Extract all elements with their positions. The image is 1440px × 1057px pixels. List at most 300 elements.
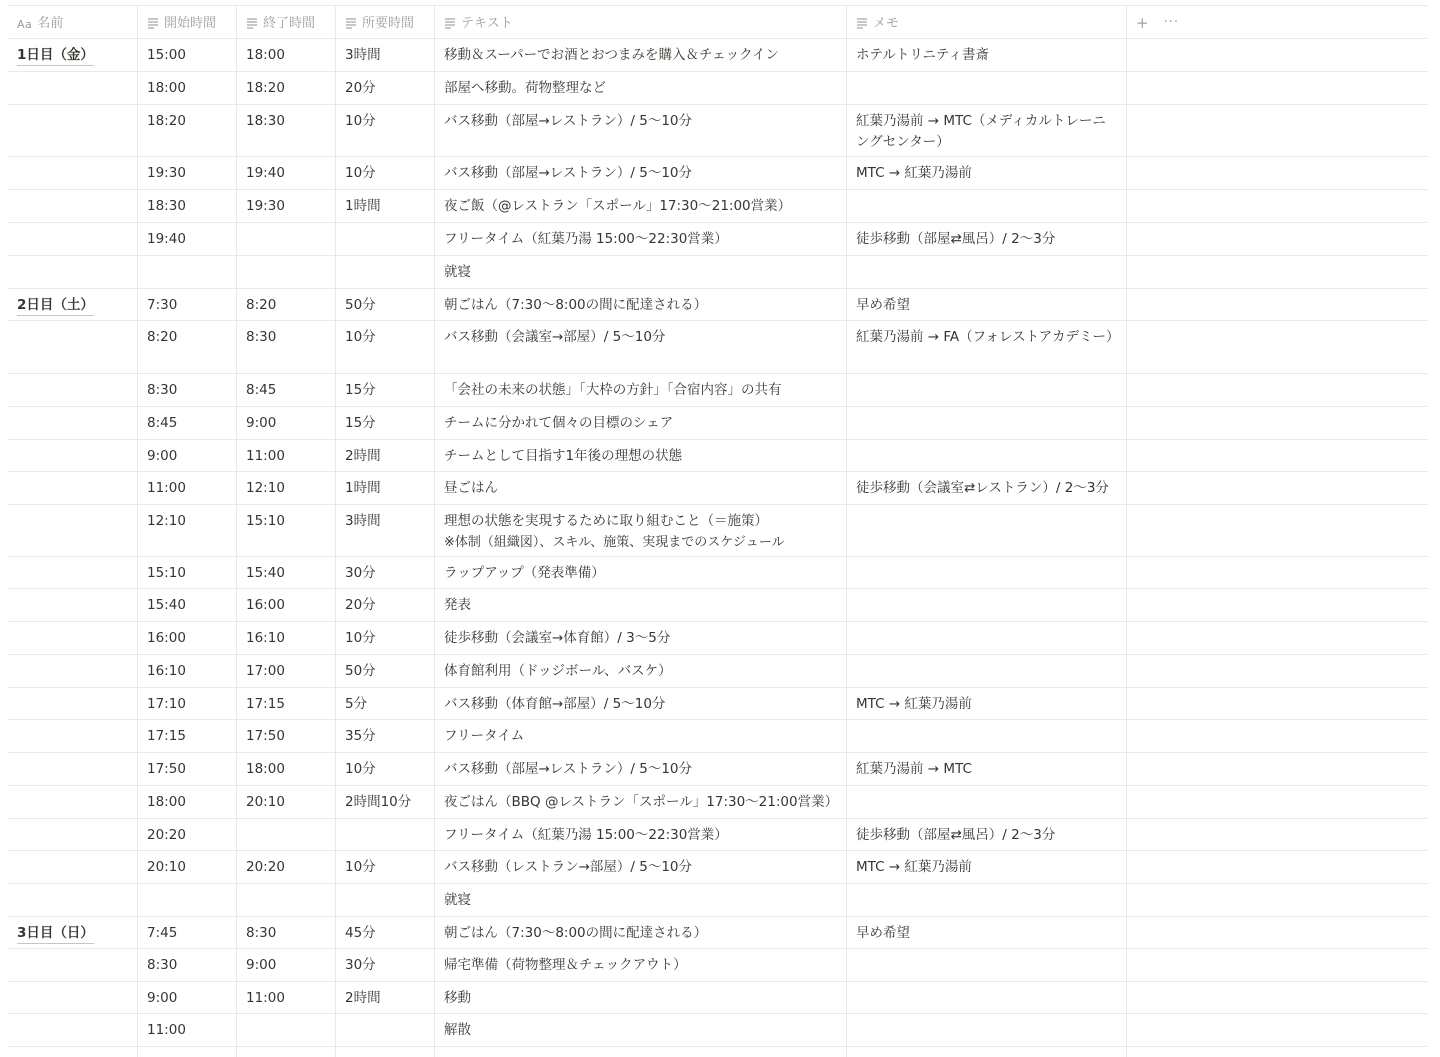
- cell-duration-value: 2時間: [345, 990, 381, 1006]
- cell-start[interactable]: [138, 223, 237, 255]
- cell-empty: [435, 1047, 847, 1057]
- table-row[interactable]: [8, 505, 1428, 557]
- table-row[interactable]: [8, 289, 1428, 321]
- table-row[interactable]: [8, 819, 1428, 851]
- cell-text-value: 徒歩移動（会議室→体育館）/ 3〜5分: [444, 630, 671, 646]
- table-row[interactable]: [8, 1014, 1428, 1047]
- cell-text[interactable]: [435, 157, 847, 189]
- cell-end-value: 18:00: [246, 47, 285, 63]
- cell-end-value: 11:00: [246, 990, 285, 1006]
- cell-duration[interactable]: [336, 289, 435, 320]
- cell-duration[interactable]: [336, 1014, 435, 1046]
- cell-name[interactable]: [8, 39, 138, 71]
- table-row[interactable]: [8, 917, 1428, 949]
- cell-empty: [1127, 557, 1428, 588]
- cell-text[interactable]: [435, 407, 847, 439]
- cell-duration[interactable]: [336, 982, 435, 1013]
- cell-text[interactable]: [435, 753, 847, 785]
- cell-end-value: 15:40: [246, 565, 285, 581]
- column-header-duration[interactable]: [336, 6, 435, 38]
- table-row[interactable]: [8, 440, 1428, 472]
- cell-text[interactable]: [435, 557, 847, 588]
- cell-name[interactable]: [8, 851, 138, 883]
- cell-name[interactable]: [8, 157, 138, 189]
- cell-empty: [1127, 819, 1428, 850]
- cell-name[interactable]: [8, 374, 138, 406]
- cell-start[interactable]: [138, 753, 237, 785]
- cell-empty: [1127, 440, 1428, 471]
- cell-text-value: 理想の状態を実現するために取り組むこと（＝施策）: [444, 513, 768, 529]
- cell-duration-value: 50分: [345, 663, 376, 679]
- cell-start-value: 9:00: [147, 448, 178, 464]
- cell-name[interactable]: [8, 190, 138, 222]
- add-property-icon[interactable]: +: [1136, 14, 1149, 32]
- cell-empty: [1127, 851, 1428, 883]
- cell-memo[interactable]: [847, 321, 1127, 373]
- cell-empty: [1127, 982, 1428, 1013]
- cell-end[interactable]: [237, 753, 336, 785]
- cell-empty: [1127, 753, 1428, 785]
- cell-end-value: 18:20: [246, 80, 285, 96]
- cell-text-value: 「会社の未来の状態」「大枠の方針」「合宿内容」の共有: [444, 382, 782, 398]
- cell-text[interactable]: [435, 440, 847, 471]
- cell-end-value: 20:20: [246, 859, 285, 875]
- cell-memo[interactable]: [847, 589, 1127, 621]
- cell-text-value: 就寝: [444, 892, 471, 908]
- cell-duration[interactable]: [336, 472, 435, 504]
- cell-start[interactable]: [138, 851, 237, 883]
- cell-end[interactable]: [237, 655, 336, 687]
- cell-text-value: 朝ごはん（7:30〜8:00の間に配達される）: [444, 925, 708, 941]
- cell-start-value: 19:30: [147, 165, 186, 181]
- table-row[interactable]: [8, 407, 1428, 440]
- cell-end[interactable]: [237, 622, 336, 654]
- table-row[interactable]: [8, 157, 1428, 190]
- cell-start[interactable]: [138, 917, 237, 948]
- cell-name[interactable]: [8, 256, 138, 288]
- cell-duration[interactable]: [336, 505, 435, 556]
- cell-end[interactable]: [237, 589, 336, 621]
- cell-name[interactable]: [8, 289, 138, 320]
- cell-start[interactable]: [138, 655, 237, 687]
- table-row[interactable]: [8, 720, 1428, 753]
- cell-text[interactable]: [435, 884, 847, 916]
- cell-duration-value: 30分: [345, 565, 376, 581]
- cell-start[interactable]: [138, 949, 237, 981]
- cell-start[interactable]: [138, 374, 237, 406]
- table-row[interactable]: [8, 688, 1428, 720]
- cell-text[interactable]: [435, 374, 847, 406]
- cell-start[interactable]: [138, 622, 237, 654]
- cell-text-value: 体育館利用（ドッジボール、バスケ）: [444, 663, 672, 679]
- cell-duration[interactable]: [336, 374, 435, 406]
- cell-name[interactable]: [8, 505, 138, 556]
- cell-end[interactable]: [237, 982, 336, 1013]
- cell-start-value: 17:15: [147, 728, 186, 744]
- cell-text[interactable]: [435, 39, 847, 71]
- cell-duration[interactable]: [336, 917, 435, 948]
- cell-text[interactable]: [435, 982, 847, 1013]
- cell-text[interactable]: [435, 223, 847, 255]
- cell-memo[interactable]: [847, 289, 1127, 320]
- cell-text[interactable]: [435, 819, 847, 850]
- cell-end[interactable]: [237, 720, 336, 752]
- table-row[interactable]: [8, 851, 1428, 884]
- cell-memo[interactable]: [847, 949, 1127, 981]
- cell-start[interactable]: [138, 407, 237, 439]
- cell-start[interactable]: [138, 557, 237, 588]
- cell-duration[interactable]: [336, 688, 435, 719]
- cell-name[interactable]: [8, 72, 138, 104]
- cell-empty: [336, 1047, 435, 1057]
- table-row[interactable]: [8, 321, 1428, 374]
- cell-empty: [1127, 190, 1428, 222]
- cell-memo-value: 徒歩移動（会議室⇄レストラン）/ 2〜3分: [856, 480, 1109, 496]
- cell-memo[interactable]: [847, 786, 1127, 818]
- cell-end-value: 17:50: [246, 728, 285, 744]
- cell-end[interactable]: [237, 39, 336, 71]
- cell-start-value: 17:50: [147, 761, 186, 777]
- cell-text[interactable]: [435, 472, 847, 504]
- cell-start[interactable]: [138, 72, 237, 104]
- cell-text[interactable]: [435, 589, 847, 621]
- cell-name[interactable]: [8, 753, 138, 785]
- cell-text[interactable]: [435, 786, 847, 818]
- cell-text-value: チームとして目指す1年後の理想の状態: [444, 448, 683, 464]
- cell-memo-value: 紅葉乃湯前 → MTC: [856, 761, 972, 777]
- cell-empty: [1127, 720, 1428, 752]
- cell-memo[interactable]: [847, 688, 1127, 719]
- cell-start[interactable]: [138, 1014, 237, 1046]
- cell-text-value: 移動＆スーパーでお酒とおつまみを購入＆チェックイン: [444, 47, 779, 63]
- cell-start[interactable]: [138, 505, 237, 556]
- cell-memo[interactable]: [847, 157, 1127, 189]
- cell-memo-value: 早め希望: [856, 297, 910, 313]
- cell-name[interactable]: [8, 105, 138, 156]
- cell-name[interactable]: [8, 786, 138, 818]
- title-property-icon: Aa: [17, 18, 33, 31]
- cell-end-value: 18:00: [246, 761, 285, 777]
- cell-duration[interactable]: [336, 557, 435, 588]
- cell-name[interactable]: [8, 321, 138, 373]
- cell-end[interactable]: [237, 440, 336, 471]
- cell-duration-value: 1時間: [345, 198, 381, 214]
- column-header-end[interactable]: [237, 6, 336, 38]
- cell-duration[interactable]: [336, 407, 435, 439]
- cell-end[interactable]: [237, 256, 336, 288]
- cell-start[interactable]: [138, 720, 237, 752]
- cell-name[interactable]: [8, 1014, 138, 1046]
- cell-duration[interactable]: [336, 655, 435, 687]
- cell-duration[interactable]: [336, 223, 435, 255]
- row-title[interactable]: 1日目（金）: [17, 47, 94, 66]
- cell-memo[interactable]: [847, 256, 1127, 288]
- text-property-icon: [345, 16, 357, 30]
- cell-text[interactable]: [435, 851, 847, 883]
- cell-duration-value: 10分: [345, 329, 376, 345]
- cell-duration[interactable]: [336, 949, 435, 981]
- cell-name[interactable]: [8, 917, 138, 948]
- cell-end[interactable]: [237, 949, 336, 981]
- table-row[interactable]: [8, 753, 1428, 786]
- cell-name[interactable]: [8, 557, 138, 588]
- cell-end-value: 17:00: [246, 663, 285, 679]
- cell-name[interactable]: [8, 688, 138, 719]
- cell-name[interactable]: [8, 440, 138, 471]
- cell-start-value: 8:30: [147, 957, 178, 973]
- cell-memo[interactable]: [847, 374, 1127, 406]
- cell-text-value: バス移動（レストラン→部屋）/ 5〜10分: [444, 859, 693, 875]
- cell-text[interactable]: [435, 190, 847, 222]
- cell-duration[interactable]: [336, 256, 435, 288]
- cell-start[interactable]: [138, 440, 237, 471]
- cell-start[interactable]: [138, 190, 237, 222]
- cell-name[interactable]: [8, 819, 138, 850]
- cell-text[interactable]: [435, 105, 847, 156]
- cell-memo-value: 紅葉乃湯前 → FA（フォレストアカデミー）: [856, 329, 1120, 345]
- cell-memo[interactable]: [847, 190, 1127, 222]
- cell-text[interactable]: [435, 622, 847, 654]
- cell-text[interactable]: [435, 72, 847, 104]
- cell-start[interactable]: [138, 819, 237, 850]
- table-row[interactable]: [8, 105, 1428, 157]
- cell-duration[interactable]: [336, 884, 435, 916]
- cell-text-value: バス移動（会議室→部屋）/ 5〜10分: [444, 329, 666, 345]
- cell-duration[interactable]: [336, 589, 435, 621]
- column-header-label: 名前: [37, 16, 64, 31]
- cell-name[interactable]: [8, 407, 138, 439]
- cell-memo[interactable]: [847, 223, 1127, 255]
- cell-memo[interactable]: [847, 917, 1127, 948]
- table-row[interactable]: [8, 982, 1428, 1014]
- cell-name[interactable]: [8, 223, 138, 255]
- cell-text[interactable]: [435, 720, 847, 752]
- column-header-actions: [1127, 6, 1428, 38]
- cell-memo[interactable]: [847, 39, 1127, 71]
- cell-text[interactable]: [435, 321, 847, 373]
- cell-end[interactable]: [237, 688, 336, 719]
- cell-end[interactable]: [237, 786, 336, 818]
- cell-memo[interactable]: [847, 720, 1127, 752]
- cell-text[interactable]: [435, 1014, 847, 1046]
- cell-name[interactable]: [8, 589, 138, 621]
- row-title[interactable]: 3日目（日）: [17, 925, 94, 944]
- cell-end[interactable]: [237, 223, 336, 255]
- column-header-text[interactable]: [435, 6, 847, 38]
- cell-duration[interactable]: [336, 157, 435, 189]
- cell-end[interactable]: [237, 289, 336, 320]
- cell-empty: [1127, 589, 1428, 621]
- cell-duration-value: 20分: [345, 597, 376, 613]
- cell-memo[interactable]: [847, 1014, 1127, 1046]
- cell-duration[interactable]: [336, 190, 435, 222]
- cell-start[interactable]: [138, 256, 237, 288]
- cell-start[interactable]: [138, 786, 237, 818]
- table-row[interactable]: [8, 374, 1428, 407]
- cell-end[interactable]: [237, 472, 336, 504]
- table-row[interactable]: [8, 786, 1428, 819]
- cell-start[interactable]: [138, 884, 237, 916]
- cell-memo[interactable]: [847, 753, 1127, 785]
- cell-memo-value: 徒歩移動（部屋⇄風呂）/ 2〜3分: [856, 827, 1056, 843]
- table-row[interactable]: [8, 655, 1428, 688]
- table-row[interactable]: [8, 72, 1428, 105]
- cell-end[interactable]: [237, 1014, 336, 1046]
- text-property-icon: [246, 16, 258, 30]
- cell-end[interactable]: [237, 190, 336, 222]
- column-header-start[interactable]: [138, 6, 237, 38]
- cell-empty: [8, 1047, 138, 1057]
- column-header-memo[interactable]: [847, 6, 1127, 38]
- cell-memo-value: ホテルトリニティ書斎: [856, 47, 989, 63]
- cell-start-value: 15:40: [147, 597, 186, 613]
- cell-text[interactable]: [435, 505, 847, 556]
- cell-memo[interactable]: [847, 982, 1127, 1013]
- cell-end[interactable]: [237, 374, 336, 406]
- cell-end[interactable]: [237, 917, 336, 948]
- column-header-name[interactable]: [8, 6, 138, 38]
- cell-text[interactable]: [435, 289, 847, 320]
- cell-name[interactable]: [8, 982, 138, 1013]
- cell-end-value: 11:00: [246, 448, 285, 464]
- cell-start[interactable]: [138, 982, 237, 1013]
- cell-text-value: フリータイム: [444, 728, 525, 744]
- cell-name[interactable]: [8, 884, 138, 916]
- cell-end[interactable]: [237, 884, 336, 916]
- cell-memo[interactable]: [847, 557, 1127, 588]
- cell-name[interactable]: [8, 949, 138, 981]
- cell-memo[interactable]: [847, 472, 1127, 504]
- cell-start[interactable]: [138, 472, 237, 504]
- cell-duration[interactable]: [336, 321, 435, 373]
- cell-empty: [1127, 256, 1428, 288]
- cell-start-value: 7:45: [147, 925, 178, 941]
- cell-start-value: 8:45: [147, 415, 178, 431]
- cell-empty: [1127, 949, 1428, 981]
- cell-text[interactable]: [435, 688, 847, 719]
- cell-duration[interactable]: [336, 72, 435, 104]
- cell-end[interactable]: [237, 505, 336, 556]
- cell-memo[interactable]: [847, 884, 1127, 916]
- cell-empty: [1127, 622, 1428, 654]
- cell-empty: [1127, 1014, 1428, 1046]
- table-row[interactable]: [8, 223, 1428, 256]
- cell-memo[interactable]: [847, 440, 1127, 471]
- cell-duration-value: 2時間10分: [345, 794, 412, 810]
- cell-start[interactable]: [138, 289, 237, 320]
- cell-empty: [1127, 1047, 1428, 1057]
- cell-name[interactable]: [8, 622, 138, 654]
- cell-end[interactable]: [237, 321, 336, 373]
- cell-start[interactable]: [138, 39, 237, 71]
- cell-end[interactable]: [237, 407, 336, 439]
- cell-memo[interactable]: [847, 105, 1127, 156]
- table-row[interactable]: [8, 256, 1428, 289]
- cell-start[interactable]: [138, 157, 237, 189]
- cell-memo[interactable]: [847, 655, 1127, 687]
- table-row[interactable]: [8, 949, 1428, 982]
- cell-memo-value: 早め希望: [856, 925, 910, 941]
- table-row[interactable]: [8, 589, 1428, 622]
- cell-start-value: 18:20: [147, 113, 186, 129]
- cell-start-value: 8:30: [147, 382, 178, 398]
- cell-text[interactable]: [435, 256, 847, 288]
- cell-duration[interactable]: [336, 851, 435, 883]
- cell-duration-value: 10分: [345, 165, 376, 181]
- cell-duration-value: 50分: [345, 297, 376, 313]
- table-row[interactable]: [8, 884, 1428, 917]
- column-header-label: 終了時間: [263, 16, 316, 31]
- cell-end[interactable]: [237, 105, 336, 156]
- cell-duration[interactable]: [336, 622, 435, 654]
- cell-empty: [1127, 374, 1428, 406]
- table-row[interactable]: [8, 622, 1428, 655]
- cell-memo-value: MTC → 紅葉乃湯前: [856, 165, 972, 181]
- cell-end-value: 17:15: [246, 696, 285, 712]
- cell-memo[interactable]: [847, 819, 1127, 850]
- cell-duration[interactable]: [336, 819, 435, 850]
- cell-end[interactable]: [237, 72, 336, 104]
- row-title[interactable]: 2日目（土）: [17, 297, 94, 316]
- cell-end[interactable]: [237, 851, 336, 883]
- cell-text-value: フリータイム（紅葉乃湯 15:00〜22:30営業）: [444, 231, 728, 247]
- cell-empty: [1127, 407, 1428, 439]
- cell-start[interactable]: [138, 321, 237, 373]
- cell-end[interactable]: [237, 157, 336, 189]
- cell-memo[interactable]: [847, 72, 1127, 104]
- cell-duration-value: 10分: [345, 761, 376, 777]
- cell-end[interactable]: [237, 819, 336, 850]
- cell-start[interactable]: [138, 589, 237, 621]
- cell-start[interactable]: [138, 688, 237, 719]
- cell-start-value: 16:10: [147, 663, 186, 679]
- cell-duration[interactable]: [336, 786, 435, 818]
- cell-start-value: 16:00: [147, 630, 186, 646]
- cell-text[interactable]: [435, 655, 847, 687]
- more-options-icon[interactable]: ···: [1163, 15, 1179, 30]
- cell-name[interactable]: [8, 472, 138, 504]
- cell-duration[interactable]: [336, 39, 435, 71]
- cell-duration[interactable]: [336, 753, 435, 785]
- cell-duration[interactable]: [336, 720, 435, 752]
- cell-start-value: 8:20: [147, 329, 178, 345]
- cell-memo[interactable]: [847, 622, 1127, 654]
- cell-end[interactable]: [237, 557, 336, 588]
- cell-duration[interactable]: [336, 105, 435, 156]
- cell-name[interactable]: [8, 655, 138, 687]
- cell-empty: [1127, 786, 1428, 818]
- cell-memo[interactable]: [847, 407, 1127, 439]
- cell-name[interactable]: [8, 720, 138, 752]
- cell-empty: [138, 1047, 237, 1057]
- cell-memo-value: 紅葉乃湯前 → MTC（メディカルトレーニングセンター）: [856, 113, 1106, 150]
- cell-empty: [1127, 289, 1428, 320]
- table-row[interactable]: [8, 190, 1428, 223]
- table-row[interactable]: [8, 39, 1428, 72]
- cell-empty: [1127, 655, 1428, 687]
- cell-start[interactable]: [138, 105, 237, 156]
- cell-text[interactable]: [435, 949, 847, 981]
- cell-memo[interactable]: [847, 851, 1127, 883]
- cell-text[interactable]: [435, 917, 847, 948]
- cell-memo[interactable]: [847, 505, 1127, 556]
- table-row[interactable]: [8, 557, 1428, 589]
- cell-empty: [1127, 223, 1428, 255]
- cell-duration[interactable]: [336, 440, 435, 471]
- table-row[interactable]: [8, 472, 1428, 505]
- cell-start-value: 15:00: [147, 47, 186, 63]
- cell-end-value: 9:00: [246, 957, 277, 973]
